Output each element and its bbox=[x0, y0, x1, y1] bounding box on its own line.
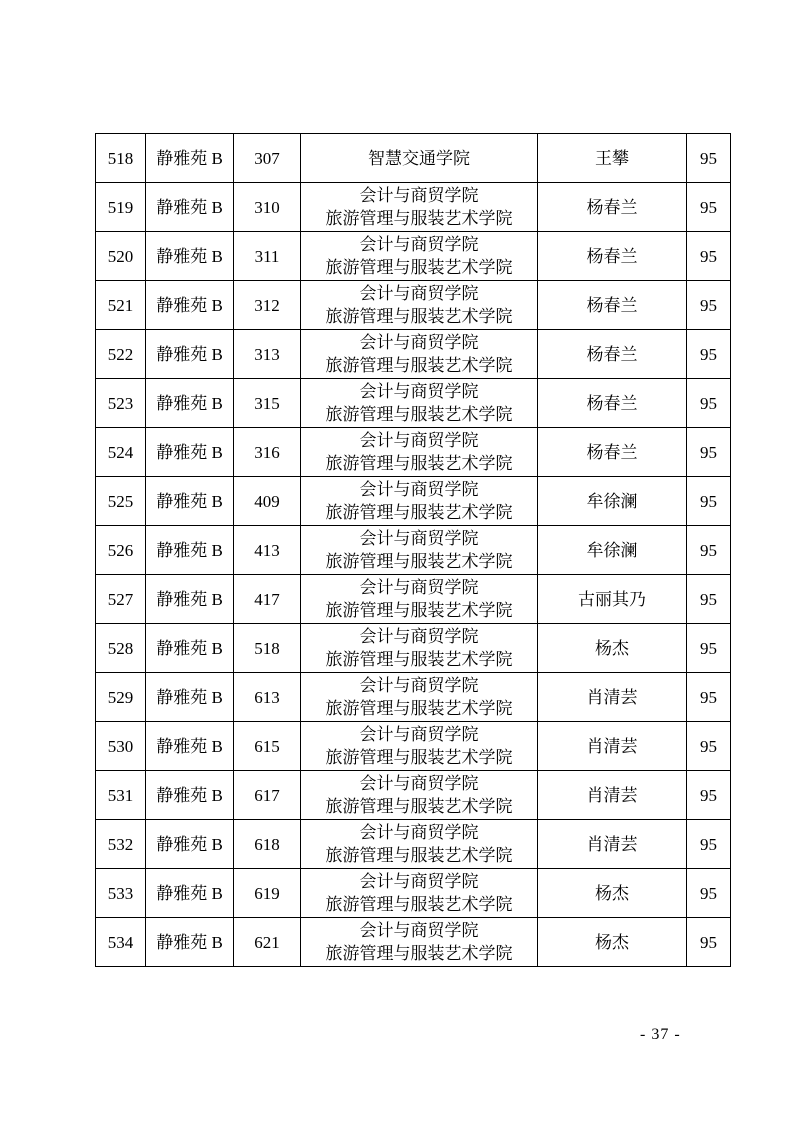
dormitory-score-table bbox=[95, 133, 731, 967]
institute-cell bbox=[301, 281, 538, 330]
building-cell: 静雅苑 B bbox=[146, 281, 234, 330]
institute-name: 旅游管理与服装艺术学院 bbox=[325, 209, 513, 228]
institute-name: 会计与商贸学院 bbox=[359, 382, 479, 401]
person-name-cell: 杨春兰 bbox=[538, 428, 687, 477]
table-row bbox=[96, 428, 731, 477]
institute-name: 智慧交通学院 bbox=[368, 148, 470, 168]
institute-cell bbox=[301, 232, 538, 281]
building-cell: 静雅苑 B bbox=[146, 477, 234, 526]
institute-name: 旅游管理与服装艺术学院 bbox=[325, 895, 513, 914]
page-number: - 37 - bbox=[640, 1026, 681, 1043]
table-row bbox=[96, 673, 731, 722]
building-cell: 静雅苑 B bbox=[146, 624, 234, 673]
score-cell: 95 bbox=[687, 134, 731, 183]
score-cell: 95 bbox=[687, 624, 731, 673]
room-cell: 413 bbox=[234, 526, 301, 575]
institute-name: 旅游管理与服装艺术学院 bbox=[325, 846, 513, 865]
institute-cell bbox=[301, 673, 538, 722]
institute-cell bbox=[301, 134, 538, 183]
person-name-cell: 古丽其乃 bbox=[538, 575, 687, 624]
person-name-cell: 杨春兰 bbox=[538, 183, 687, 232]
institute-name: 会计与商贸学院 bbox=[359, 627, 479, 646]
institute-name: 旅游管理与服装艺术学院 bbox=[325, 307, 513, 326]
building-cell: 静雅苑 B bbox=[146, 869, 234, 918]
table-row bbox=[96, 281, 731, 330]
room-cell: 615 bbox=[234, 722, 301, 771]
institute-name: 旅游管理与服装艺术学院 bbox=[325, 650, 513, 669]
institute-name: 会计与商贸学院 bbox=[359, 235, 479, 254]
building-cell: 静雅苑 B bbox=[146, 330, 234, 379]
building-cell: 静雅苑 B bbox=[146, 918, 234, 967]
table-row bbox=[96, 379, 731, 428]
institute-name: 会计与商贸学院 bbox=[359, 921, 479, 940]
row-number-cell: 522 bbox=[96, 330, 146, 379]
room-cell: 310 bbox=[234, 183, 301, 232]
room-cell: 307 bbox=[234, 134, 301, 183]
building-cell: 静雅苑 B bbox=[146, 134, 234, 183]
row-number-cell: 526 bbox=[96, 526, 146, 575]
institute-cell bbox=[301, 183, 538, 232]
institute-name: 会计与商贸学院 bbox=[359, 725, 479, 744]
building-cell: 静雅苑 B bbox=[146, 183, 234, 232]
institute-name: 旅游管理与服装艺术学院 bbox=[325, 748, 513, 767]
person-name-cell: 肖清芸 bbox=[538, 820, 687, 869]
building-cell: 静雅苑 B bbox=[146, 820, 234, 869]
row-number-cell: 523 bbox=[96, 379, 146, 428]
score-cell: 95 bbox=[687, 330, 731, 379]
institute-name: 旅游管理与服装艺术学院 bbox=[325, 944, 513, 963]
institute-name: 旅游管理与服装艺术学院 bbox=[325, 552, 513, 571]
institute-name: 旅游管理与服装艺术学院 bbox=[325, 797, 513, 816]
room-cell: 518 bbox=[234, 624, 301, 673]
institute-name: 会计与商贸学院 bbox=[359, 676, 479, 695]
building-cell: 静雅苑 B bbox=[146, 428, 234, 477]
institute-name: 旅游管理与服装艺术学院 bbox=[325, 503, 513, 522]
table-row bbox=[96, 134, 731, 183]
institute-name: 会计与商贸学院 bbox=[359, 431, 479, 450]
institute-cell bbox=[301, 477, 538, 526]
institute-name: 会计与商贸学院 bbox=[359, 284, 479, 303]
institute-cell bbox=[301, 771, 538, 820]
score-cell: 95 bbox=[687, 575, 731, 624]
table-row bbox=[96, 771, 731, 820]
institute-name: 会计与商贸学院 bbox=[359, 578, 479, 597]
row-number-cell: 527 bbox=[96, 575, 146, 624]
score-cell: 95 bbox=[687, 771, 731, 820]
table-row bbox=[96, 330, 731, 379]
row-number-cell: 532 bbox=[96, 820, 146, 869]
person-name-cell: 牟徐澜 bbox=[538, 526, 687, 575]
table-row bbox=[96, 477, 731, 526]
person-name-cell: 杨杰 bbox=[538, 918, 687, 967]
person-name-cell: 肖清芸 bbox=[538, 673, 687, 722]
row-number-cell: 530 bbox=[96, 722, 146, 771]
score-cell: 95 bbox=[687, 477, 731, 526]
institute-name: 会计与商贸学院 bbox=[359, 186, 479, 205]
score-cell: 95 bbox=[687, 526, 731, 575]
room-cell: 619 bbox=[234, 869, 301, 918]
room-cell: 312 bbox=[234, 281, 301, 330]
room-cell: 417 bbox=[234, 575, 301, 624]
institute-name: 会计与商贸学院 bbox=[359, 774, 479, 793]
score-cell: 95 bbox=[687, 820, 731, 869]
institute-name: 旅游管理与服装艺术学院 bbox=[325, 699, 513, 718]
row-number-cell: 533 bbox=[96, 869, 146, 918]
table-row bbox=[96, 526, 731, 575]
room-cell: 621 bbox=[234, 918, 301, 967]
score-cell: 95 bbox=[687, 428, 731, 477]
row-number-cell: 518 bbox=[96, 134, 146, 183]
room-cell: 617 bbox=[234, 771, 301, 820]
person-name-cell: 杨春兰 bbox=[538, 232, 687, 281]
score-cell: 95 bbox=[687, 673, 731, 722]
institute-name: 会计与商贸学院 bbox=[359, 529, 479, 548]
person-name-cell: 牟徐澜 bbox=[538, 477, 687, 526]
building-cell: 静雅苑 B bbox=[146, 673, 234, 722]
institute-cell bbox=[301, 918, 538, 967]
table-row bbox=[96, 575, 731, 624]
room-cell: 409 bbox=[234, 477, 301, 526]
person-name-cell: 肖清芸 bbox=[538, 722, 687, 771]
person-name-cell: 杨杰 bbox=[538, 624, 687, 673]
institute-name: 旅游管理与服装艺术学院 bbox=[325, 405, 513, 424]
row-number-cell: 534 bbox=[96, 918, 146, 967]
building-cell: 静雅苑 B bbox=[146, 722, 234, 771]
score-cell: 95 bbox=[687, 183, 731, 232]
score-cell: 95 bbox=[687, 379, 731, 428]
institute-cell bbox=[301, 575, 538, 624]
person-name-cell: 肖清芸 bbox=[538, 771, 687, 820]
person-name-cell: 王攀 bbox=[538, 134, 687, 183]
table-row bbox=[96, 232, 731, 281]
table-row bbox=[96, 624, 731, 673]
institute-cell bbox=[301, 379, 538, 428]
institute-name: 旅游管理与服装艺术学院 bbox=[325, 356, 513, 375]
row-number-cell: 521 bbox=[96, 281, 146, 330]
table-row bbox=[96, 918, 731, 967]
row-number-cell: 529 bbox=[96, 673, 146, 722]
institute-name: 旅游管理与服装艺术学院 bbox=[325, 258, 513, 277]
person-name-cell: 杨春兰 bbox=[538, 330, 687, 379]
institute-name: 会计与商贸学院 bbox=[359, 480, 479, 499]
institute-cell bbox=[301, 330, 538, 379]
institute-cell bbox=[301, 526, 538, 575]
room-cell: 613 bbox=[234, 673, 301, 722]
row-number-cell: 520 bbox=[96, 232, 146, 281]
building-cell: 静雅苑 B bbox=[146, 771, 234, 820]
institute-name: 会计与商贸学院 bbox=[359, 333, 479, 352]
institute-cell bbox=[301, 869, 538, 918]
room-cell: 311 bbox=[234, 232, 301, 281]
person-name-cell: 杨春兰 bbox=[538, 281, 687, 330]
score-cell: 95 bbox=[687, 281, 731, 330]
score-cell: 95 bbox=[687, 869, 731, 918]
person-name-cell: 杨杰 bbox=[538, 869, 687, 918]
room-cell: 316 bbox=[234, 428, 301, 477]
institute-name: 会计与商贸学院 bbox=[359, 823, 479, 842]
building-cell: 静雅苑 B bbox=[146, 232, 234, 281]
room-cell: 315 bbox=[234, 379, 301, 428]
building-cell: 静雅苑 B bbox=[146, 526, 234, 575]
table-body bbox=[96, 134, 731, 967]
score-cell: 95 bbox=[687, 722, 731, 771]
table-row bbox=[96, 820, 731, 869]
building-cell: 静雅苑 B bbox=[146, 379, 234, 428]
row-number-cell: 519 bbox=[96, 183, 146, 232]
score-cell: 95 bbox=[687, 232, 731, 281]
room-cell: 618 bbox=[234, 820, 301, 869]
building-cell: 静雅苑 B bbox=[146, 575, 234, 624]
score-cell: 95 bbox=[687, 918, 731, 967]
institute-cell bbox=[301, 428, 538, 477]
row-number-cell: 525 bbox=[96, 477, 146, 526]
person-name-cell: 杨春兰 bbox=[538, 379, 687, 428]
institute-cell bbox=[301, 624, 538, 673]
row-number-cell: 531 bbox=[96, 771, 146, 820]
institute-name: 会计与商贸学院 bbox=[359, 872, 479, 891]
table-row bbox=[96, 722, 731, 771]
institute-name: 旅游管理与服装艺术学院 bbox=[325, 601, 513, 620]
row-number-cell: 524 bbox=[96, 428, 146, 477]
table-row bbox=[96, 183, 731, 232]
table-row bbox=[96, 869, 731, 918]
row-number-cell: 528 bbox=[96, 624, 146, 673]
institute-name: 旅游管理与服装艺术学院 bbox=[325, 454, 513, 473]
institute-cell bbox=[301, 722, 538, 771]
room-cell: 313 bbox=[234, 330, 301, 379]
institute-cell bbox=[301, 820, 538, 869]
